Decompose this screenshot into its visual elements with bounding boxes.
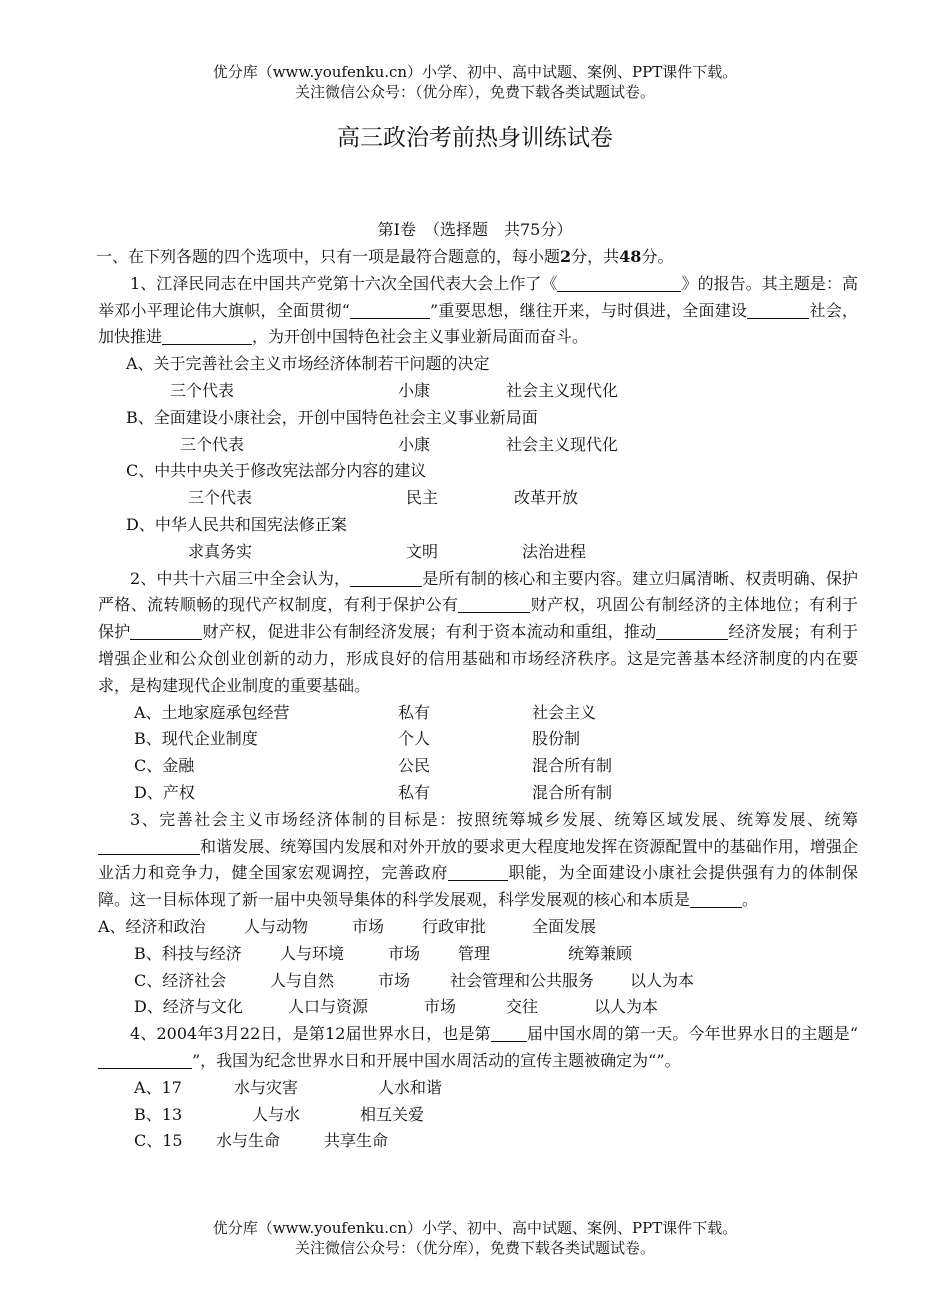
option-item: 个人 — [398, 729, 431, 749]
option-item: B、13 — [134, 1104, 183, 1124]
option-item: 股份制 — [532, 729, 581, 749]
score-per-question: 2 — [560, 247, 572, 266]
instruction-text: 一、在下列各题的四个选项中，只有一项是最符合题意的，每小题 — [96, 247, 561, 266]
q2-option-c — [98, 753, 858, 780]
q1-option-d-items — [98, 539, 858, 566]
option-item: 三个代表 — [180, 434, 245, 454]
instruction-text: 分。 — [641, 247, 674, 266]
option-item: 民主 — [406, 488, 439, 508]
option-item: 改革开放 — [514, 488, 579, 508]
q3-option-a — [98, 914, 858, 941]
q2-option-d — [98, 780, 858, 807]
question-1 — [98, 271, 858, 351]
option-item: C、15 — [134, 1131, 183, 1151]
option-item: 三个代表 — [170, 380, 235, 400]
option-item: 社会主义现代化 — [506, 380, 619, 400]
question-text: 是所有制的核心和主要内容。建立归属清晰、权责明确、保护严格、流转顺畅的现代产权制度，有利于保护公有 — [98, 568, 858, 615]
option-item: 私有 — [398, 782, 431, 802]
question-text: 社会，加快推进 — [98, 300, 858, 347]
option-text: C、中共中央关于修改宪法部分内容的建议 — [126, 461, 427, 481]
question-text: 届中国水周的第一天。今年世界水日的主题是“ — [526, 1024, 858, 1044]
option-item: 人口与资源 — [288, 997, 369, 1017]
question-text: ”重要思想，继往开来，与时俱进，全面建设 — [429, 300, 748, 320]
question-text: 财产权，促进非公有制经济发展；有利于资本流动和重组，推动 — [202, 622, 657, 642]
option-item: 人水和谐 — [378, 1077, 443, 1097]
q3-option-d — [98, 994, 858, 1021]
option-item: 市场 — [352, 916, 385, 936]
option-item: 市场 — [424, 997, 457, 1017]
option-text: A、关于完善社会主义市场经济体制若干问题的决定 — [126, 354, 490, 374]
option-item: 统筹兼顾 — [568, 943, 633, 963]
option-item: 公民 — [398, 756, 431, 776]
option-item: 私有 — [398, 702, 431, 722]
answer-blank — [98, 1052, 192, 1069]
question-text: 职能，为全面建设小康社会提供强有力的体制保障。这一目标体现了新一届中央领导集体的科学发展观，科学发展观的核心和本质是 — [98, 863, 858, 910]
option-item: D、经济与文化 — [134, 997, 243, 1017]
footer-line-1: 优分库（www.youfenku.cn）小学、初中、高中试题、案例、PPT课件下载。 — [212, 1219, 738, 1237]
question-text: 3、完善社会主义市场经济体制的目标是：按照统筹城乡发展、统筹区域发展、统筹发展、统筹 — [130, 809, 858, 829]
question-text: 1、江泽民同志在中国共产党第十六次全国代表大会上作了《 — [130, 273, 558, 293]
question-3 — [98, 807, 858, 914]
option-item: 行政审批 — [422, 916, 487, 936]
question-text: ”。 — [656, 1050, 681, 1070]
option-item: 以人为本 — [630, 970, 695, 990]
option-item: 管理 — [458, 943, 491, 963]
answer-blank — [98, 838, 200, 855]
option-item: 社会主义 — [532, 702, 597, 722]
instruction-text: 分，共 — [571, 247, 620, 266]
total-score: 48 — [619, 247, 642, 266]
option-item: 共享生命 — [324, 1131, 389, 1151]
option-item: 文明 — [406, 541, 439, 561]
answer-blank — [162, 328, 252, 345]
q2-option-b — [98, 726, 858, 753]
option-item: 社会管理和公共服务 — [450, 970, 595, 990]
header-line-2: 关注微信公众号：（优分库），免费下载各类试题试卷。 — [294, 83, 655, 101]
option-item: 交往 — [506, 997, 539, 1017]
q2-option-a — [98, 700, 858, 727]
option-item: 人与环境 — [280, 943, 345, 963]
q1-option-a-head — [98, 351, 858, 378]
q1-option-c-head — [98, 458, 858, 485]
question-2 — [98, 566, 858, 700]
q1-option-b-items — [98, 432, 858, 459]
option-item: 水与生命 — [216, 1131, 281, 1151]
answer-blank — [350, 302, 430, 319]
option-text: D、中华人民共和国宪法修正案 — [126, 514, 347, 534]
option-item: 人与自然 — [270, 970, 335, 990]
option-item: A、经济和政治 — [98, 916, 206, 936]
question-4 — [98, 1021, 858, 1075]
option-item: 小康 — [398, 434, 431, 454]
question-text: 2、中共十六届三中全会认为， — [130, 568, 351, 588]
exam-body — [98, 244, 858, 1155]
option-item: B、科技与经济 — [134, 943, 242, 963]
option-item: 市场 — [388, 943, 421, 963]
question-text: 4、2004年3月22日，是第12届世界水日，也是第 — [130, 1024, 491, 1044]
answer-blank — [130, 623, 202, 640]
q3-option-c — [98, 968, 858, 995]
option-item: 相互关爱 — [360, 1104, 425, 1124]
answer-blank — [458, 596, 530, 613]
question-text: 经济发展；有利于增强企业和公众创业创新的动力，形成良好的信用基础和市场经济秩序。这是完善基本经济制度的内在要求，是构建现代企业制度的重要基础。 — [98, 622, 858, 695]
option-text: B、全面建设小康社会，开创中国特色社会主义事业新局面 — [126, 407, 538, 427]
answer-blank — [747, 302, 809, 319]
option-item: 以人为本 — [594, 997, 659, 1017]
option-item: D、产权 — [134, 782, 195, 802]
answer-blank — [690, 891, 742, 908]
answer-blank — [557, 275, 681, 292]
option-item: 水与灾害 — [234, 1077, 299, 1097]
instruction — [96, 244, 858, 271]
page-title: 高三政治考前热身训练试卷 — [337, 125, 613, 151]
q4-option-a — [98, 1075, 858, 1102]
q4-option-c — [98, 1128, 858, 1155]
option-item: 混合所有制 — [532, 756, 613, 776]
option-item: 人与动物 — [244, 916, 309, 936]
question-text: ，为开创中国特色社会主义事业新局面而奋斗。 — [252, 327, 589, 347]
answer-blank — [656, 623, 728, 640]
option-item: B、现代企业制度 — [134, 729, 258, 749]
option-item: 全面发展 — [532, 916, 597, 936]
option-item: A、17 — [134, 1077, 182, 1097]
option-item: A、土地家庭承包经营 — [134, 702, 290, 722]
header-line-1: 优分库（www.youfenku.cn）小学、初中、高中试题、案例、PPT课件下载。 — [212, 63, 738, 81]
section-heading: 第Ⅰ卷 （选择题 共75分） — [377, 220, 573, 239]
question-text: ”，我国为纪念世界水日和开展中国水周活动的宣传主题被确定为“ — [192, 1050, 657, 1070]
option-item: 人与水 — [252, 1104, 301, 1124]
option-item: 求真务实 — [188, 541, 253, 561]
answer-blank — [448, 864, 508, 881]
q1-option-c-items — [98, 485, 858, 512]
option-item: 社会主义现代化 — [506, 434, 619, 454]
footer-line-2: 关注微信公众号：（优分库），免费下载各类试题试卷。 — [294, 1239, 655, 1257]
answer-blank — [491, 1025, 527, 1042]
question-text: 财产权，巩固公有制经济的主体地位；有利于保护 — [98, 595, 858, 642]
option-item: 混合所有制 — [532, 782, 613, 802]
question-text: 。 — [742, 890, 759, 910]
q1-option-d-head — [98, 512, 858, 539]
option-item: C、经济社会 — [134, 970, 227, 990]
q1-option-b-head — [98, 405, 858, 432]
option-item: C、金融 — [134, 756, 195, 776]
option-item: 法治进程 — [522, 541, 587, 561]
question-text: 》的报告。其主题是：高举邓小平理论伟大旗帜，全面贯彻“ — [98, 273, 858, 320]
q1-option-a-items — [98, 378, 858, 405]
answer-blank — [350, 570, 422, 587]
option-item: 小康 — [398, 380, 431, 400]
q4-option-b — [98, 1102, 858, 1129]
option-item: 三个代表 — [188, 488, 253, 508]
option-item: 市场 — [378, 970, 411, 990]
question-text: 和谐发展、统筹国内发展和对外开放的要求更大程度地发挥在资源配置中的基础作用，增强企业活力和竞争力，健全国家宏观调控，完善政府 — [98, 836, 858, 883]
q3-option-b — [98, 941, 858, 968]
